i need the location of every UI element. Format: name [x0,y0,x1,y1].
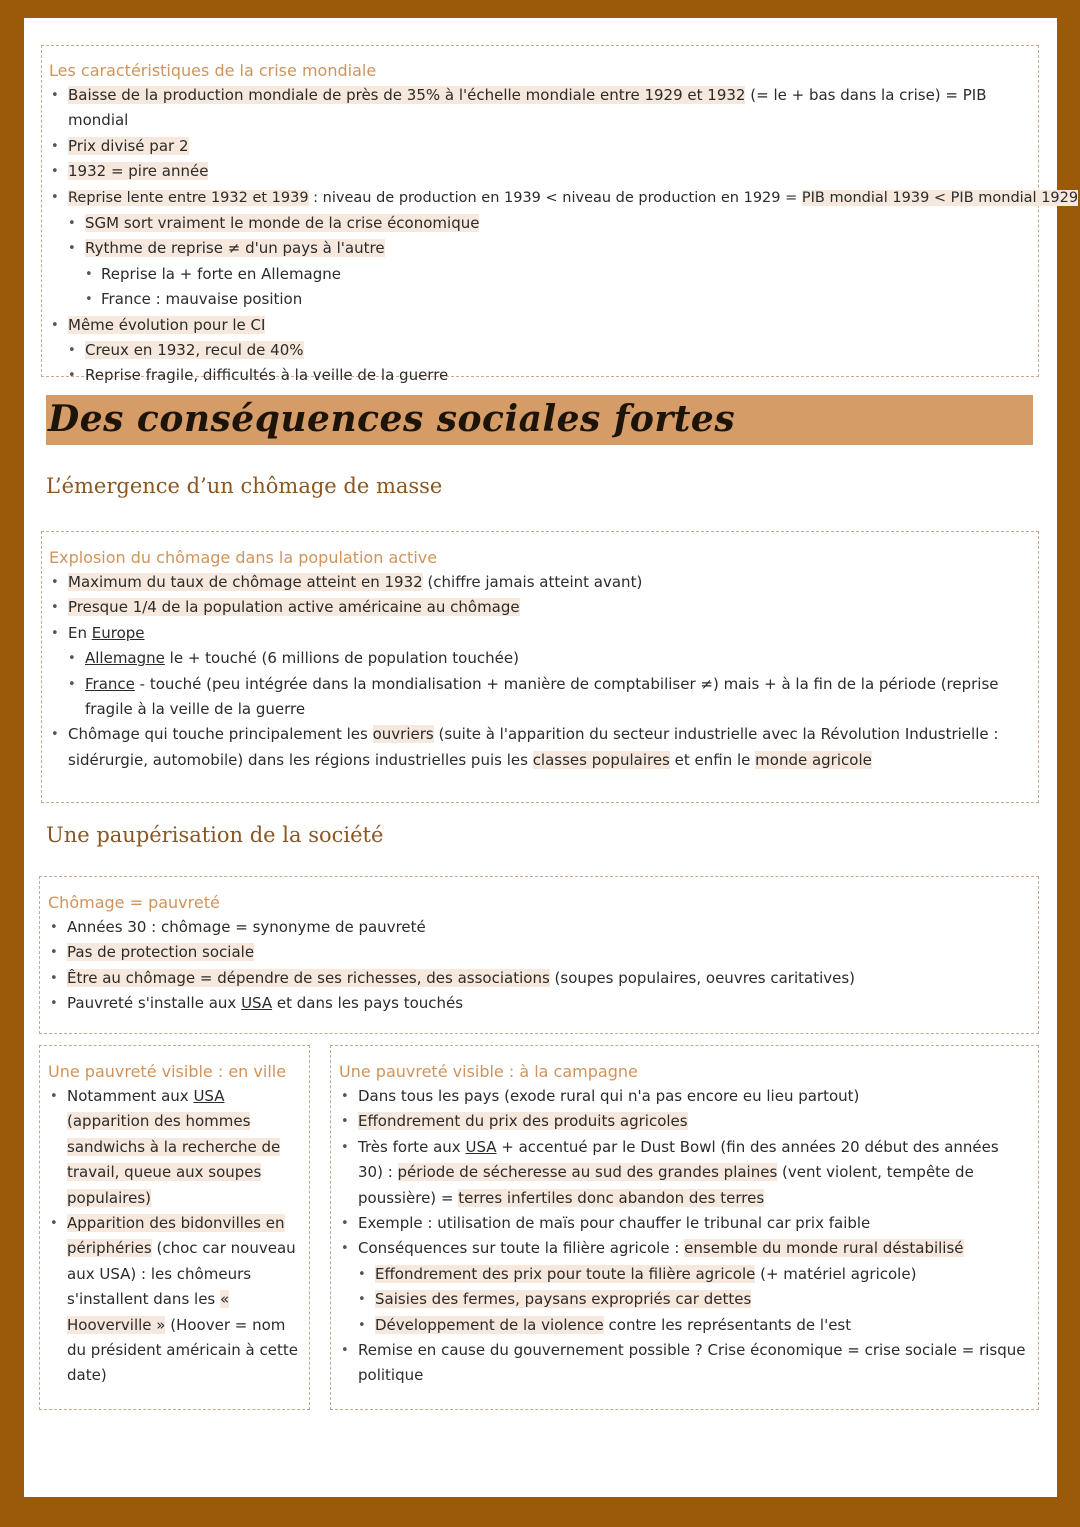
list-item: • Reprise fragile, difficultés à la veille de la guerre [49,363,1032,388]
section-band [46,395,1033,445]
box-title: Les caractéristiques de la crise mondiale [49,61,377,80]
list-item: • SGM sort vraiment le monde de la crise économique [49,211,1032,236]
list-item: • Conséquences sur toute la filière agricole : ensemble du monde rural déstabilisé [339,1236,1028,1261]
list-item: • Chômage qui touche principalement les ouvriers (suite à l'apparition du secteur industrielle avec la Révolution Industrielle : sidérurgie, automobile) dans les régions industrielles puis les classes populaires et enfin le monde agricole [49,722,1028,773]
list-item: • Prix divisé par 2 [49,134,1032,159]
box-unemployment-poverty [39,876,1039,1034]
list-item: • Années 30 : chômage = synonyme de pauvreté [48,915,1030,940]
box-rural-poverty [330,1045,1039,1410]
page [24,18,1079,1497]
list-item: • Presque 1/4 de la population active américaine au chômage [49,595,1028,620]
box-urban-poverty [39,1045,310,1410]
list-item: • Baisse de la production mondiale de près de 35% à l'échelle mondiale entre 1929 et 1932 (= le + bas dans la crise) = PIB mondial [49,83,1032,134]
box-title: Une pauvreté visible : à la campagne [339,1062,638,1081]
list-item: • Même évolution pour le CI [49,313,1032,338]
list-item: • France : mauvaise position [49,287,1032,312]
box-crisis-characteristics [41,45,1079,385]
list-item: • Effondrement du prix des produits agricoles [339,1109,1028,1134]
box-unemployment-explosion [41,531,1039,803]
list-item: • Allemagne le + touché (6 millions de population touchée) [49,646,1028,671]
list-item: • Reprise la + forte en Allemagne [49,262,1032,287]
list-item: • Développement de la violence contre les représentants de l'est [339,1313,1028,1338]
box-title: Explosion du chômage dans la population active [49,548,438,567]
list-item: • Exemple : utilisation de maïs pour chauffer le tribunal car prix faible [339,1211,1028,1236]
list-item: • Très forte aux USA + accentué par le Dust Bowl (fin des années 20 début des années 30) : période de sécheresse au sud des grandes plaines (vent violent, tempête de poussière) = terres infertiles donc abandon des terres [339,1135,1028,1211]
list-item: • Effondrement des prix pour toute la filière agricole (+ matériel agricole) [339,1262,1028,1287]
list-item: • Notamment aux USA (apparition des hommes sandwichs à la recherche de travail, queue aux soupes populaires) [48,1084,301,1211]
list-item: • Apparition des bidonvilles en périphéries (choc car nouveau aux USA) : les chômeurs s'installent dans les « Hooverville » (Hoover = nom du président américain à cette date) [48,1211,301,1389]
section-title: Des conséquences sociales fortes [48,398,736,440]
list-item: • Reprise lente entre 1932 et 1939 : niveau de production en 1939 < niveau de production en 1929 = PIB mondial 1939 < PIB mondial 1929 [49,185,1032,211]
box-title: Chômage = pauvreté [48,893,220,912]
list-item: • Pauvreté s'installe aux USA et dans les pays touchés [48,991,1030,1016]
list-item: • En Europe [49,621,1028,646]
subheading-mass-unemployment: L’émergence d’un chômage de masse [46,474,443,498]
list-item: • Dans tous les pays (exode rural qui n'a pas encore eu lieu partout) [339,1084,1028,1109]
list-item: • Rythme de reprise ≠ d'un pays à l'autre [49,236,1032,261]
list-item: • Pas de protection sociale [48,940,1030,965]
list-item: • Saisies des fermes, paysans expropriés car dettes [339,1287,1028,1312]
list-item: • Être au chômage = dépendre de ses richesses, des associations (soupes populaires, oeuvres caritatives) [48,966,1030,991]
subheading-pauperization: Une paupérisation de la société [46,823,384,847]
list-item: • Creux en 1932, recul de 40% [49,338,1032,363]
box-title: Une pauvreté visible : en ville [48,1062,287,1081]
list-item: • Maximum du taux de chômage atteint en 1932 (chiffre jamais atteint avant) [49,570,1028,595]
list-item: • 1932 = pire année [49,159,1032,184]
list-item: • Remise en cause du gouvernement possible ? Crise économique = crise sociale = risque politique [339,1338,1028,1389]
list-item: • France - touché (peu intégrée dans la mondialisation + manière de comptabiliser ≠) mais + à la fin de la période (reprise fragile à la veille de la guerre [49,672,1028,723]
